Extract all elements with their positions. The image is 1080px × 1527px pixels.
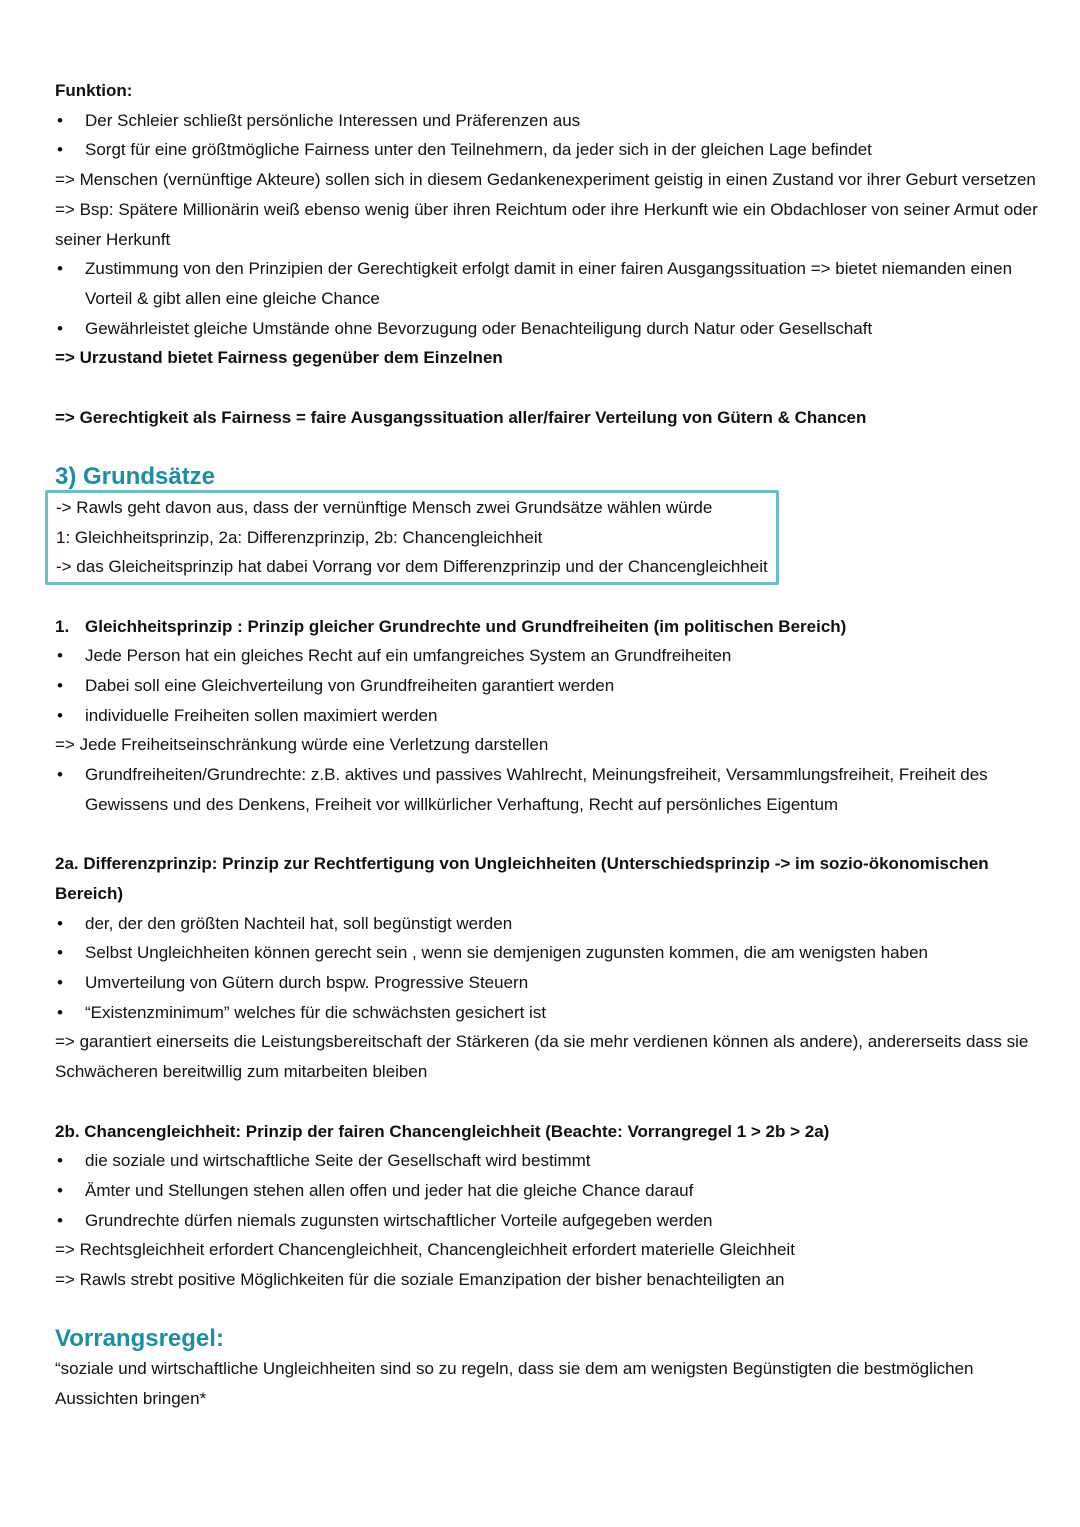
bullet-text: Dabei soll eine Gleichverteilung von Grundfreiheiten garantiert werden [85, 676, 615, 696]
bullet-icon: • [57, 943, 63, 963]
bullet-text: Zustimmung von den Prinzipien der Gerechtigkeit erfolgt damit in einer fairen Ausgangssituation => bietet niemanden einen Vorteil & gibt allen eine gleiche Chance [85, 259, 1013, 308]
section-heading: 3) Grundsätze [55, 463, 216, 491]
bullet-text: die soziale und wirtschaftliche Seite der Gesellschaft wird bestimmt [85, 1151, 591, 1171]
bullet-icon: • [57, 1180, 63, 1200]
document-body [55, 76, 1045, 1414]
bullet-icon: • [57, 765, 63, 785]
blank-line [55, 432, 1045, 462]
highlight-box [45, 490, 779, 585]
bullet-text: Selbst Ungleichheiten können gerecht sein , wenn sie demjenigen zugunsten kommen, die am wenigsten haben [85, 943, 928, 963]
bullet-icon: • [57, 1151, 63, 1171]
bullet-item [55, 998, 1045, 1028]
blank-line [55, 1087, 1045, 1117]
bullet-text: Der Schleier schließt persönliche Interessen und Präferenzen aus [85, 110, 581, 130]
paragraph: “soziale und wirtschaftliche Ungleichheiten sind so zu regeln, dass sie dem am wenigsten Begünstigten die bestmöglichen Aussichten bringen* [55, 1359, 974, 1408]
box-line: 1: Gleichheitsprinzip, 2a: Differenzprinzip, 2b: Chancengleichheit [56, 527, 543, 547]
bullet-item [55, 1206, 1045, 1236]
bullet-icon: • [57, 140, 63, 160]
bullet-text: Sorgt für eine größtmögliche Fairness unter den Teilnehmern, da jeder sich in der gleichen Lage befindet [85, 140, 872, 160]
bullet-icon: • [57, 676, 63, 696]
bullet-text: “Existenzminimum” welches für die schwächsten gesichert ist [85, 1002, 547, 1022]
box-line: -> das Gleicheitsprinzip hat dabei Vorrang vor dem Differenzprinzip und der Chancengleichheit [56, 557, 768, 577]
bold-paragraph: => Urzustand bietet Fairness gegenüber dem Einzelnen [55, 348, 503, 368]
bullet-item [55, 314, 1045, 344]
bullet-icon: • [57, 973, 63, 993]
bullet-text: Jede Person hat ein gleiches Recht auf ein umfangreiches System an Grundfreiheiten [85, 646, 732, 666]
bold-paragraph: Funktion: [55, 81, 133, 100]
bullet-text: Ämter und Stellungen stehen allen offen und jeder hat die gleiche Chance darauf [85, 1180, 694, 1200]
paragraph: => Bsp: Spätere Millionärin weiß ebenso wenig über ihren Reichtum oder ihre Herkunft wie ein Obdachloser von seiner Armut oder seiner Herkunft [55, 199, 1038, 249]
bullet-icon: • [57, 913, 63, 933]
bullet-text: Grundfreiheiten/Grundrechte: z.B. aktives und passives Wahlrecht, Meinungsfreiheit, Versammlungsfreiheit, Freiheit des Gewissens und des Denkens, Freiheit vor willkürlicher Verhaftung, Recht auf persönliches Eigentum [85, 765, 988, 814]
blank-line [55, 820, 1045, 850]
bullet-icon: • [57, 1210, 63, 1230]
bullet-item [55, 106, 1045, 136]
paragraph: => Jede Freiheitseinschränkung würde eine Verletzung darstellen [55, 735, 549, 755]
blank-line [55, 1295, 1045, 1325]
paragraph: => Rechtsgleichheit erfordert Chancengleichheit, Chancengleichheit erfordert materielle Gleichheit [55, 1240, 795, 1260]
numbered-heading-text: Gleichheitsprinzip : Prinzip gleicher Grundrechte und Grundfreiheiten (im politischen Bereich) [85, 616, 847, 636]
blank-line [55, 582, 1045, 612]
bullet-text: individuelle Freiheiten sollen maximiert werden [85, 705, 438, 725]
box-line: -> Rawls geht davon aus, dass der vernünftige Mensch zwei Grundsätze wählen würde [56, 497, 713, 517]
bullet-item [55, 909, 1045, 939]
bullet-icon: • [57, 705, 63, 725]
blank-line [55, 373, 1045, 403]
bullet-item [55, 254, 1045, 313]
bold-paragraph: 2a. Differenzprinzip: Prinzip zur Rechtfertigung von Ungleichheiten (Unterschiedsprinzip -> im sozio-ökonomischen Bereich) [55, 854, 989, 903]
bullet-item [55, 1176, 1045, 1206]
bullet-item [55, 701, 1045, 731]
bullet-item [55, 760, 1045, 819]
bullet-text: Gewährleistet gleiche Umstände ohne Bevorzugung oder Benachteiligung durch Natur oder Gesellschaft [85, 318, 873, 338]
bullet-item [55, 671, 1045, 701]
bullet-icon: • [57, 646, 63, 666]
paragraph: => garantiert einerseits die Leistungsbereitschaft der Stärkeren (da sie mehr verdienen können als andere), andererseits dass sie Schwächeren bereitwillig zum mitarbeiten bleiben [55, 1032, 1029, 1082]
section-heading: Vorrangsregel: [55, 1325, 224, 1353]
bullet-text: Umverteilung von Gütern durch bspw. Progressive Steuern [85, 973, 529, 993]
bullet-item [55, 968, 1045, 998]
bullet-item [55, 135, 1045, 165]
bullet-item [55, 1146, 1045, 1176]
bullet-text: Grundrechte dürfen niemals zugunsten wirtschaftlicher Vorteile aufgegeben werden [85, 1210, 713, 1230]
bold-paragraph: => Gerechtigkeit als Fairness = faire Ausgangssituation aller/fairer Verteilung von Gütern & Chancen [55, 407, 867, 427]
bullet-text: der, der den größten Nachteil hat, soll begünstigt werden [85, 913, 513, 933]
bullet-icon: • [57, 1002, 63, 1022]
bullet-icon: • [57, 110, 63, 130]
list-number: 1. [55, 616, 70, 636]
numbered-heading [55, 612, 1045, 642]
paragraph: => Rawls strebt positive Möglichkeiten für die soziale Emanzipation der bisher benachteiligten an [55, 1270, 785, 1290]
bullet-icon: • [57, 259, 63, 279]
paragraph: => Menschen (vernünftige Akteure) sollen sich in diesem Gedankenexperiment geistig in einen Zustand vor ihrer Geburt versetzen [55, 170, 1036, 190]
bullet-icon: • [57, 318, 63, 338]
bold-paragraph: 2b. Chancengleichheit: Prinzip der fairen Chancengleichheit (Beachte: Vorrangregel 1 > 2b > 2a) [55, 1121, 830, 1141]
bullet-item [55, 641, 1045, 671]
bullet-item [55, 938, 1045, 968]
